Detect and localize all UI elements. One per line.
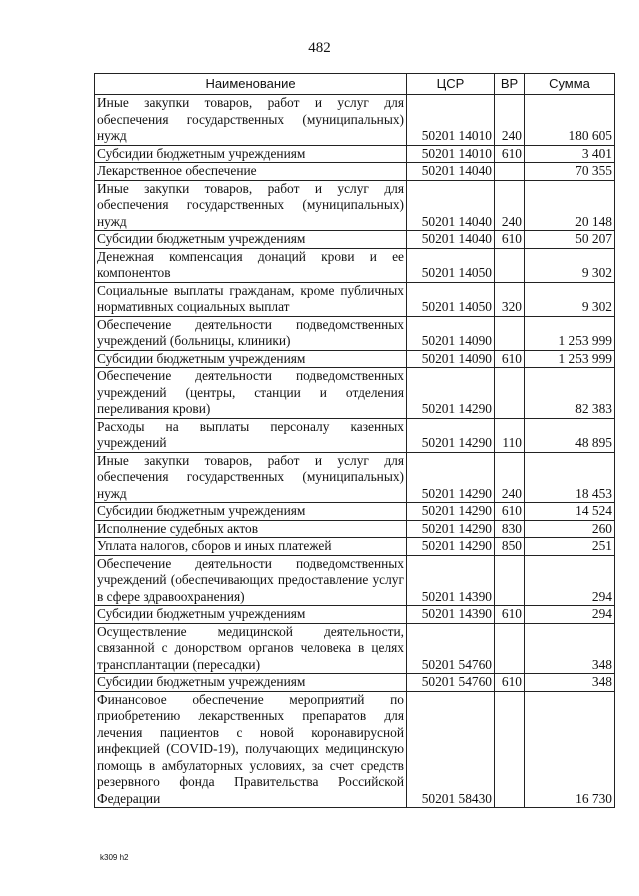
row-vr: 110: [495, 418, 525, 452]
row-name: Уплата налогов, сборов и иных платежей: [95, 538, 407, 556]
row-csr: 50201 14040: [407, 180, 495, 231]
table-row: [95, 163, 615, 181]
row-vr: 830: [495, 520, 525, 538]
header-csr: ЦСР: [407, 74, 495, 95]
row-vr: [495, 691, 525, 808]
row-name: Иные закупки товаров, работ и услуг для обеспечения государственных (муниципальных) нужд: [95, 180, 407, 231]
table-row: [95, 606, 615, 624]
row-sum: 294: [525, 606, 615, 624]
row-vr: 850: [495, 538, 525, 556]
row-csr: 50201 14290: [407, 520, 495, 538]
row-name: Денежная компенсация донаций крови и ее компонентов: [95, 248, 407, 282]
table-row: [95, 452, 615, 503]
row-sum: 1 253 999: [525, 350, 615, 368]
row-name: Финансовое обеспечение мероприятий по приобретению лекарственных препаратов для лечения пациентов с новой коронавирусной инфекцией (COVID-19), получающих медицинскую помощь в амбулаторных условиях, за счет средств резервного фонда Правительства Российской Федерации: [95, 691, 407, 808]
row-name: Иные закупки товаров, работ и услуг для обеспечения государственных (муниципальных) нужд: [95, 95, 407, 146]
table-row: [95, 95, 615, 146]
row-csr: 50201 14090: [407, 350, 495, 368]
row-vr: 610: [495, 503, 525, 521]
row-name: Субсидии бюджетным учреждениям: [95, 145, 407, 163]
header-vr: ВР: [495, 74, 525, 95]
row-sum: 1 253 999: [525, 316, 615, 350]
table-row: [95, 674, 615, 692]
table-row: [95, 282, 615, 316]
table-row: [95, 418, 615, 452]
table-row: [95, 503, 615, 521]
table-row: [95, 180, 615, 231]
row-vr: 240: [495, 452, 525, 503]
row-sum: 14 524: [525, 503, 615, 521]
table-row: [95, 555, 615, 606]
table-header-row: [95, 74, 615, 95]
row-vr: 610: [495, 674, 525, 692]
row-csr: 50201 14390: [407, 555, 495, 606]
row-vr: 320: [495, 282, 525, 316]
row-csr: 50201 14040: [407, 231, 495, 249]
row-name: Обеспечение деятельности подведомственных учреждений (центры, станции и отделения переливания крови): [95, 368, 407, 419]
row-name: Субсидии бюджетным учреждениям: [95, 606, 407, 624]
row-name: Иные закупки товаров, работ и услуг для обеспечения государственных (муниципальных) нужд: [95, 452, 407, 503]
table-row: [95, 231, 615, 249]
row-sum: 348: [525, 623, 615, 674]
row-csr: 50201 14390: [407, 606, 495, 624]
table-row: [95, 538, 615, 556]
row-csr: 50201 14050: [407, 248, 495, 282]
row-vr: 610: [495, 231, 525, 249]
row-sum: 180 605: [525, 95, 615, 146]
row-name: Лекарственное обеспечение: [95, 163, 407, 181]
row-name: Субсидии бюджетным учреждениям: [95, 350, 407, 368]
row-sum: 48 895: [525, 418, 615, 452]
row-csr: 50201 54760: [407, 623, 495, 674]
row-name: Осуществление медицинской деятельности, связанной с донорством органов человека в целях трансплантации (пересадки): [95, 623, 407, 674]
row-vr: [495, 163, 525, 181]
row-sum: 260: [525, 520, 615, 538]
row-sum: 18 453: [525, 452, 615, 503]
table-row: [95, 368, 615, 419]
row-name: Исполнение судебных актов: [95, 520, 407, 538]
row-sum: 70 355: [525, 163, 615, 181]
table-row: [95, 248, 615, 282]
table-row: [95, 316, 615, 350]
row-sum: 16 730: [525, 691, 615, 808]
row-name: Обеспечение деятельности подведомственных учреждений (больницы, клиники): [95, 316, 407, 350]
row-csr: 50201 14040: [407, 163, 495, 181]
row-sum: 9 302: [525, 282, 615, 316]
row-csr: 50201 58430: [407, 691, 495, 808]
row-csr: 50201 14290: [407, 418, 495, 452]
row-csr: 50201 14010: [407, 145, 495, 163]
row-vr: [495, 555, 525, 606]
row-vr: 610: [495, 350, 525, 368]
row-name: Субсидии бюджетным учреждениям: [95, 231, 407, 249]
row-sum: 348: [525, 674, 615, 692]
row-vr: 240: [495, 180, 525, 231]
table-row: [95, 350, 615, 368]
row-csr: 50201 54760: [407, 674, 495, 692]
row-vr: 610: [495, 145, 525, 163]
row-name: Социальные выплаты гражданам, кроме публичных нормативных социальных выплат: [95, 282, 407, 316]
page-number: 482: [308, 40, 331, 56]
row-vr: [495, 623, 525, 674]
table-row: [95, 623, 615, 674]
table-row: [95, 691, 615, 808]
row-vr: 240: [495, 95, 525, 146]
row-csr: 50201 14290: [407, 368, 495, 419]
row-csr: 50201 14010: [407, 95, 495, 146]
row-csr: 50201 14090: [407, 316, 495, 350]
row-name: Обеспечение деятельности подведомственных учреждений (обеспечивающих предоставление услуг в сфере здравоохранения): [95, 555, 407, 606]
row-sum: 82 383: [525, 368, 615, 419]
row-vr: [495, 248, 525, 282]
row-sum: 294: [525, 555, 615, 606]
row-name: Субсидии бюджетным учреждениям: [95, 674, 407, 692]
row-vr: [495, 316, 525, 350]
row-name: Субсидии бюджетным учреждениям: [95, 503, 407, 521]
row-csr: 50201 14290: [407, 538, 495, 556]
row-sum: 50 207: [525, 231, 615, 249]
row-sum: 9 302: [525, 248, 615, 282]
row-csr: 50201 14290: [407, 452, 495, 503]
row-sum: 251: [525, 538, 615, 556]
row-vr: 610: [495, 606, 525, 624]
row-csr: 50201 14050: [407, 282, 495, 316]
row-vr: [495, 368, 525, 419]
row-csr: 50201 14290: [407, 503, 495, 521]
table-row: [95, 520, 615, 538]
row-sum: 20 148: [525, 180, 615, 231]
budget-table: [94, 73, 615, 808]
header-sum: Сумма: [525, 74, 615, 95]
header-name: Наименование: [95, 74, 407, 95]
row-sum: 3 401: [525, 145, 615, 163]
table-row: [95, 145, 615, 163]
row-name: Расходы на выплаты персоналу казенных учреждений: [95, 418, 407, 452]
page-footer-code: k309 h2: [100, 853, 129, 862]
